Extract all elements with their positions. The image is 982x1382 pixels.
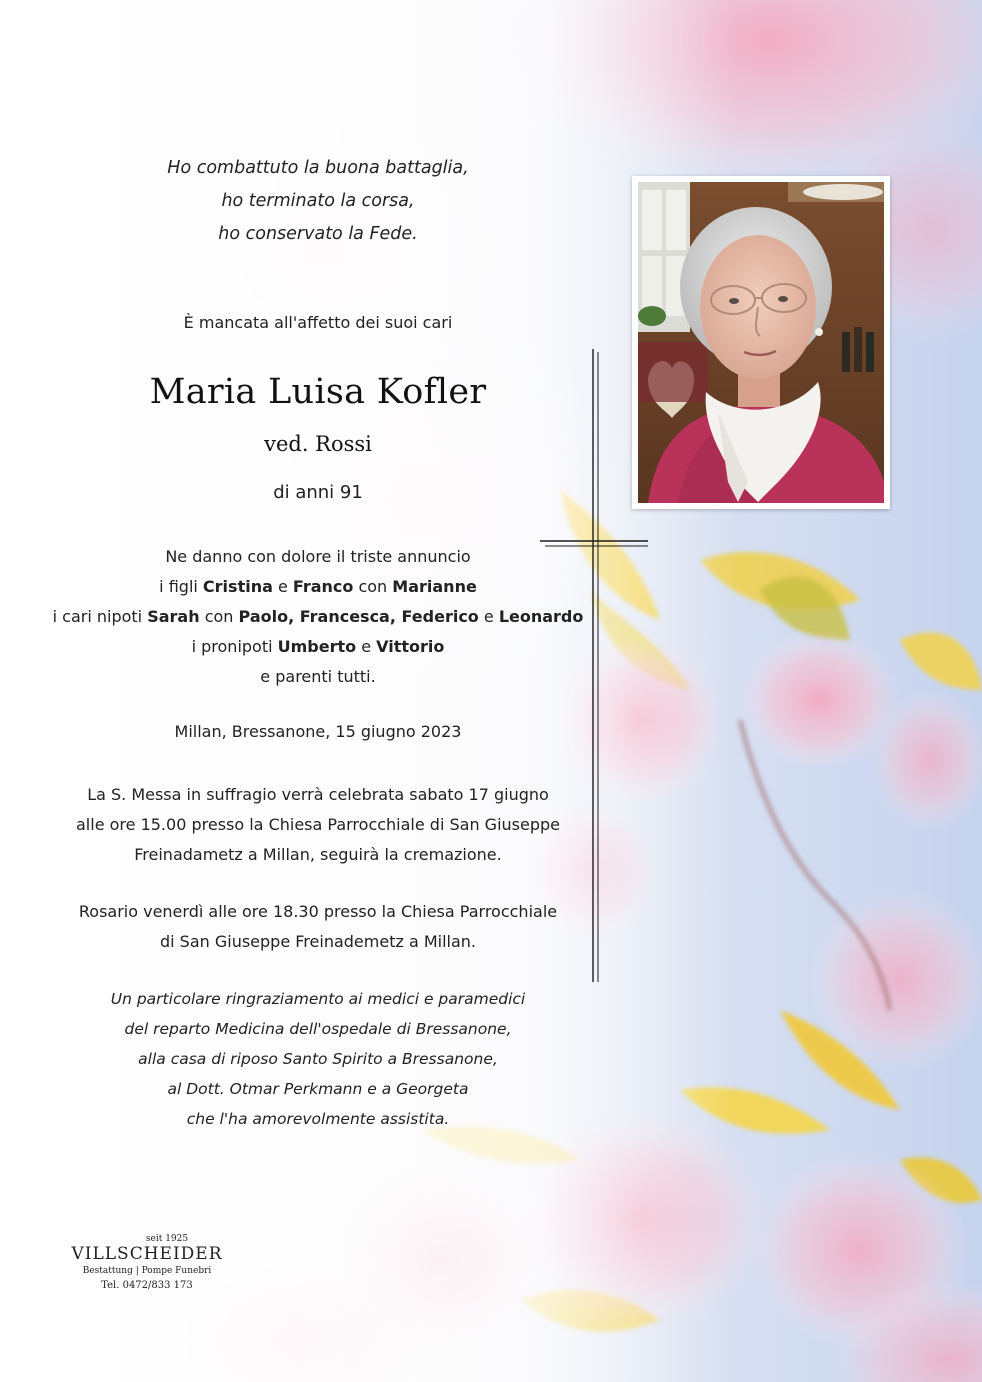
text: i figli bbox=[159, 577, 203, 596]
place-date: Millan, Bressanone, 15 giugno 2023 bbox=[174, 722, 462, 741]
thanks-line: al Dott. Otmar Perkmann e a Georgeta bbox=[167, 1080, 469, 1098]
funeral-home-logo bbox=[62, 1234, 232, 1291]
name: Cristina bbox=[202, 577, 273, 596]
intro-text: È mancata all'affetto dei suoi cari bbox=[183, 313, 453, 332]
name: Marianne bbox=[392, 577, 477, 596]
text: e bbox=[356, 637, 377, 656]
age: di anni 91 bbox=[273, 482, 363, 503]
text: con bbox=[199, 607, 239, 626]
thanks-line: Un particolare ringraziamento ai medici e paramedici bbox=[110, 990, 526, 1008]
text: i cari nipoti bbox=[52, 607, 148, 626]
mourners-line: e parenti tutti. bbox=[260, 667, 376, 686]
text: e bbox=[272, 577, 293, 596]
name: Vittorio bbox=[376, 637, 445, 656]
rosary-line: di San Giuseppe Freinademetz a Millan. bbox=[159, 932, 477, 951]
mourners-line: Ne danno con dolore il triste annuncio bbox=[165, 547, 471, 566]
quote-line: ho conservato la Fede. bbox=[218, 224, 418, 244]
portrait-photo bbox=[638, 182, 884, 503]
logo-since: seit 1925 bbox=[145, 1234, 189, 1244]
quote-line: ho terminato la corsa, bbox=[221, 191, 415, 211]
mass-line: alle ore 15.00 presso la Chiesa Parrocchiale di San Giuseppe bbox=[76, 815, 560, 834]
widow-of: ved. Rossi bbox=[264, 432, 372, 456]
logo-brand: VILLSCHEIDER bbox=[71, 1244, 223, 1264]
name: Sarah bbox=[147, 607, 200, 626]
text: e bbox=[478, 607, 499, 626]
deceased-name: Maria Luisa Kofler bbox=[149, 372, 487, 412]
name: Paolo, Francesca, Federico bbox=[238, 607, 479, 626]
rosary-line: Rosario venerdì alle ore 18.30 presso la Chiesa Parrocchiale bbox=[78, 902, 558, 921]
thanks-line: alla casa di riposo Santo Spirito a Bressanone, bbox=[138, 1050, 498, 1068]
logo-subtitle: Bestattung | Pompe Funebri bbox=[82, 1266, 212, 1276]
text: con bbox=[353, 577, 393, 596]
quote-line: Ho combattuto la buona battaglia, bbox=[167, 158, 469, 178]
logo-phone: Tel. 0472/833 173 bbox=[101, 1280, 193, 1291]
text: i pronipoti bbox=[191, 637, 278, 656]
name: Franco bbox=[292, 577, 354, 596]
portrait-frame bbox=[632, 176, 890, 509]
thanks-line: che l'ha amorevolmente assistita. bbox=[186, 1110, 450, 1128]
name: Leonardo bbox=[498, 607, 584, 626]
thanks-line: del reparto Medicina dell'ospedale di Bressanone, bbox=[124, 1020, 512, 1038]
mass-line: La S. Messa in suffragio verrà celebrata sabato 17 giugno bbox=[87, 785, 549, 804]
mass-line: Freinadametz a Millan, seguirà la cremazione. bbox=[134, 845, 502, 864]
name: Umberto bbox=[277, 637, 357, 656]
